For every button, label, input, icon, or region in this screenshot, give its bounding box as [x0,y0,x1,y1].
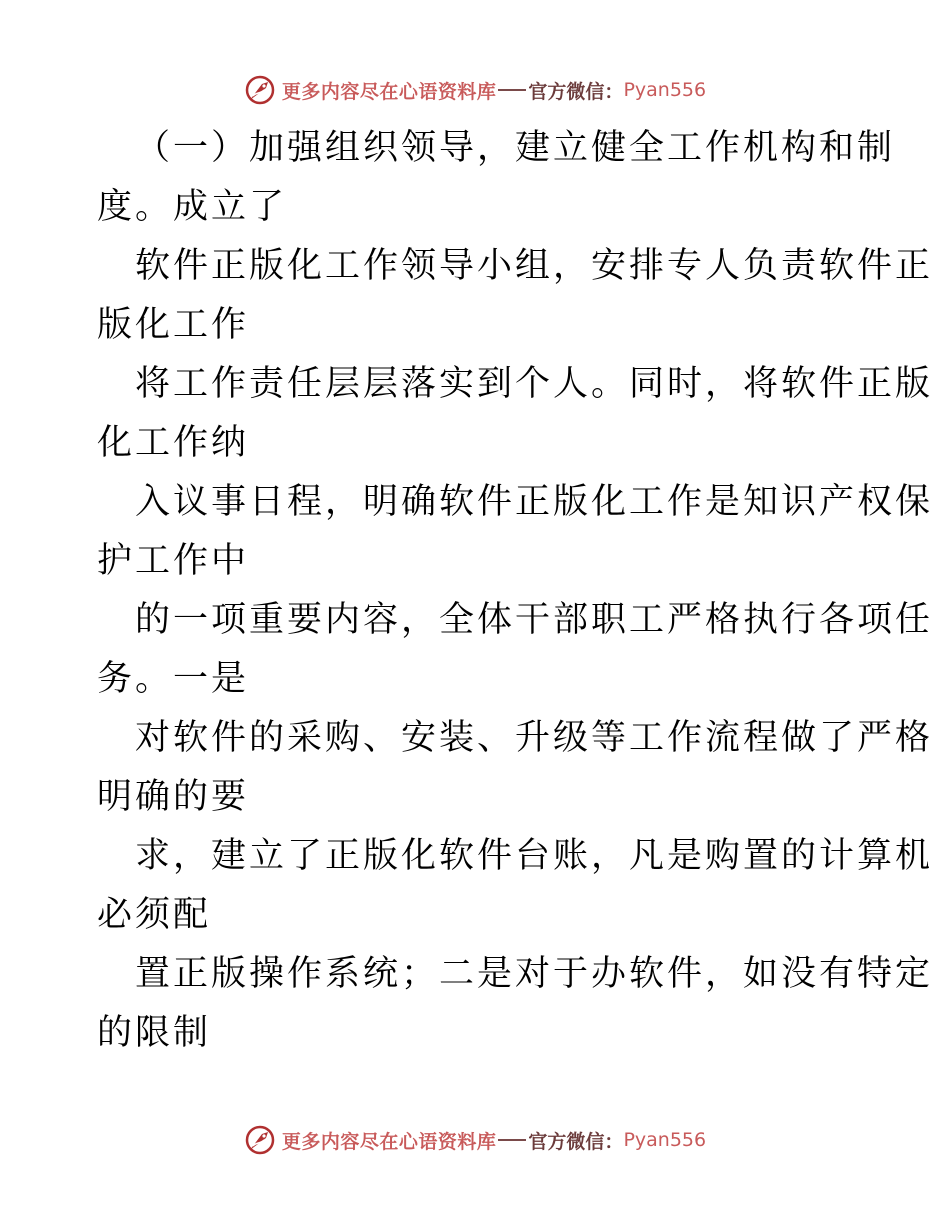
banner-account-id: Pyan556 [623,79,707,101]
paragraph-line: 的一项重要内容，全体干部职工严格执行各项任 [135,600,934,640]
paragraph-line: 必须配 [97,895,212,935]
paragraph [97,355,934,473]
paragraph [97,119,896,237]
pen-nib-logo-icon [244,74,276,106]
paragraph-line: （一）加强组织领导，建立健全工作机构和制 [135,128,896,168]
paragraph-line: 求，建立了正版化软件台账，凡是购置的计算机 [135,836,934,876]
banner-slogan: 更多内容尽在心语资料库 [281,80,497,103]
paragraph [97,945,934,1063]
banner-official-label: 官方微信： [528,1130,624,1153]
paragraph-line: 入议事日程，明确软件正版化工作是知识产权保 [135,482,934,522]
footer-banner [0,1120,950,1160]
paragraph [97,473,934,591]
paragraph-line: 将工作责任层层落实到个人。同时，将软件正版 [135,364,934,404]
banner-divider [498,1139,526,1141]
pen-nib-logo-icon [244,1124,276,1156]
paragraph-line: 对软件的采购、安装、升级等工作流程做了严格 [135,718,934,758]
paragraph-line: 软件正版化工作领导小组，安排专人负责软件正 [135,246,934,286]
paragraph-line: 护工作中 [97,541,250,581]
banner-divider [498,89,526,91]
paragraph-line: 度。成立了 [97,187,288,227]
paragraph-line: 化工作纳 [97,423,250,463]
paragraph [97,709,934,827]
banner-official-label: 官方微信： [528,80,624,103]
document-body [97,119,934,1063]
banner-slogan: 更多内容尽在心语资料库 [281,1130,497,1153]
paragraph-line: 版化工作 [97,305,250,345]
paragraph [97,591,934,709]
paragraph [97,827,934,945]
paragraph-line: 置正版操作系统；二是对于办软件，如没有特定 [135,954,934,994]
paragraph-line: 明确的要 [97,777,250,817]
paragraph-line: 务。一是 [97,659,250,699]
paragraph [97,237,934,355]
banner-account-id: Pyan556 [623,1129,707,1151]
paragraph-line: 的限制 [97,1013,212,1053]
header-banner [0,70,950,110]
